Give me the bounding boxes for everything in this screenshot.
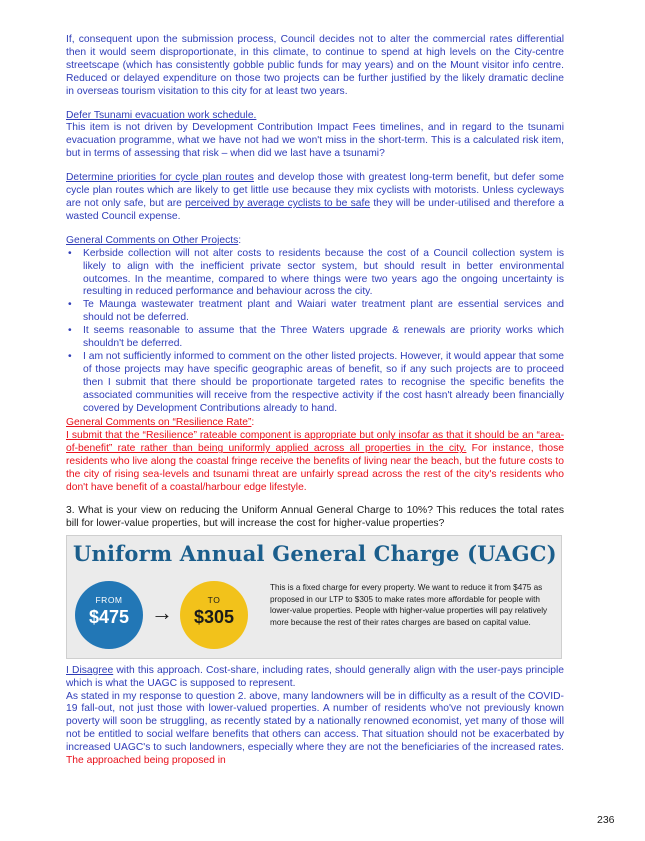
uagc-description: This is a fixed charge for every property. We want to reduce it from $475 as proposed in our LTP to $305 to make rates more affordable for people with lower-value properties. People with higher-value properties will pay relatively more because the rest of their rates charges are based on capital value. (270, 582, 548, 628)
general-colon: : (238, 234, 242, 246)
cycle-body-1: and develop those with greatest long-term benefit, but defer some cycle plan routes which are likely to get little use because they mix cyclists with motorists. Unless cycleways are not only safe, but are (66, 172, 564, 209)
resilience-body: For instance, those residents who live along the coastal fringe receive the benefits of living near the beach, but the future costs to the city of rising sea-levels and tsunami threat are unfairly spread across the rest of the city's residents who don't have benefit of a coastal/harbour edge lifestyle. (66, 443, 564, 493)
to-label: TO (207, 594, 221, 605)
bullet-icon: • (68, 350, 72, 362)
resilience-underlined: I submit that the “Resilience” rateable component is appropriate but only insofar as that it should be an “area-of-benefit” rate rather than being uniformly applied across all properties in the city. (66, 430, 564, 455)
uagc-title: Uniform Annual General Charge (UAGC) (73, 540, 557, 566)
cycle-underline: perceived by average cyclists to be safe (185, 197, 371, 209)
resilience-colon: : (251, 417, 255, 429)
list-item: • It seems reasonable to assume that the Three Waters upgrade & renewals are priority works which shouldn't be deferred. (68, 325, 564, 350)
tsunami-section (66, 110, 564, 162)
covid-paragraph (66, 691, 564, 768)
tsunami-body: This item is not driven by Development Contribution Impact Fees timelines, and in regard to the tsunami evacuation programme, what we have not had we won't miss in the short-term. This is a calculated risk item, but in terms of assessing that risk – when did we last have a tsunami? (66, 122, 564, 160)
from-label: FROM (95, 594, 123, 605)
from-circle (75, 581, 143, 649)
projects-bullet-list (66, 248, 564, 416)
tsunami-heading: Defer Tsunami evacuation work schedule. (66, 109, 257, 121)
general-heading-line (66, 235, 564, 248)
list-item: • Kerbside collection will not alter costs to residents because the cost of a Council collection system is likely to align with the inefficient private sector system, but should result in better environmental outcomes. In the meantime, compared to where things were two years ago the ongoing uncertainty is resulting in reduced performance and behaviour across the city. (68, 247, 564, 298)
resilience-section (66, 417, 564, 494)
question-3: 3. What is your view on reducing the Uniform Annual General Charge to 10%? This reduces the total rates bill for lower-value properties, but will increase the cost for higher-value properties? (66, 504, 564, 529)
resilience-heading: General Comments on “Resilience Rate” (66, 417, 252, 429)
bullet-icon: • (68, 325, 72, 337)
page-number: 236 (597, 814, 615, 826)
to-value: $305 (193, 606, 235, 627)
covid-body: As stated in my response to question 2. above, many landowners will be in difficulty as a result of the COVID-19 fall-out, not just those with lower-valued properties. A number of residents who've not previously known poverty will soon be struggling, as recently stated by a nationally renowned economist, yet many of those will not be entitled to social welfare benefits that others can access. That situation should not be exacerbated by increased UAGC's to such landowners, especially where they are not the beneficiaries of the increased rates. (66, 690, 564, 754)
list-item: • Te Maunga wastewater treatment plant and Waiari water treatment plant are essential services and should not be deferred. (68, 299, 564, 324)
disagree-label: I Disagree (66, 664, 114, 676)
uagc-infographic (66, 535, 562, 659)
streetscape-paragraph: If, consequent upon the submission process, Council decides not to alter the commercial rates differential then it would seem disproportionate, in this climate, to continue to spend at high levels on the City-centre streetscape (which has consistently gobble public funds for may years) and on the Mount visitor info centre. Reduced or delayed expenditure on those two projects can be further justified by the likely dramatic decline in overseas tourism visitation to this city for at least two years. (66, 34, 564, 97)
list-item: • I am not sufficiently informed to comment on the other listed projects. However, it would appear that some of those projects may have specific geographic areas of benefit, so if any such projects are to proceed then I submit that there should be proportionate targeted rates to recognise the specific benefits the associated communities will receive from the respective activity if the cost hasn't already been financially covered by Development Contributions already to hand. (68, 350, 564, 414)
cycle-heading: Determine priorities for cycle plan routes (66, 172, 254, 184)
disagree-body: with this approach. Cost-share, including rates, should generally align with the user-pays principle which is what the UAGC is supposed to represent. (66, 664, 564, 689)
general-heading: General Comments on Other Projects (66, 234, 239, 246)
to-circle (180, 581, 248, 649)
arrow-right-icon: → (151, 599, 173, 625)
cycle-body-2: they will be under-utilised and therefore a wasted Council expense. (66, 197, 564, 222)
disagree-paragraph (66, 665, 564, 691)
bullet-icon: • (68, 299, 72, 311)
document-page (66, 34, 564, 768)
cycle-section (66, 172, 564, 224)
bullet-icon: • (68, 247, 72, 259)
covid-red-tail: The approached being proposed in (66, 755, 226, 767)
from-value: $475 (88, 606, 130, 627)
